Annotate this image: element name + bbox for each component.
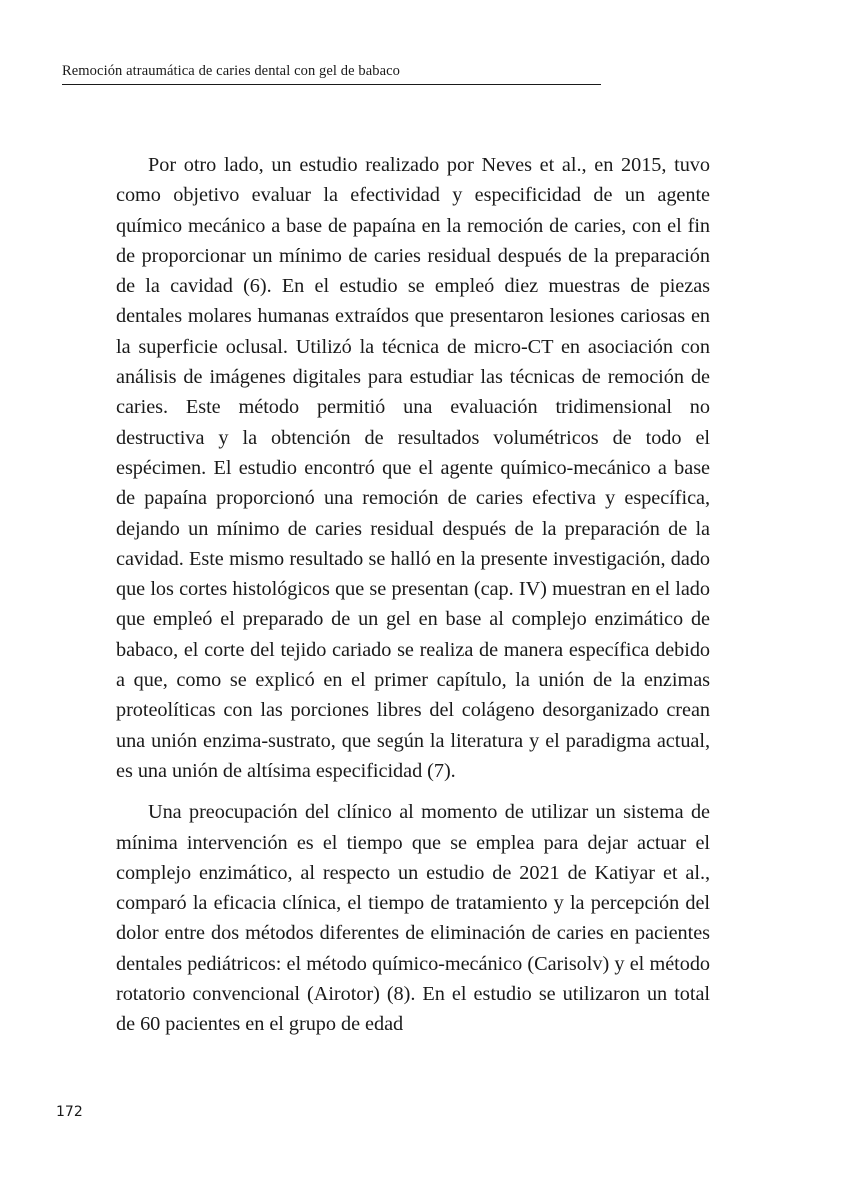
header-divider xyxy=(62,84,601,85)
paragraph-2: Una preocupación del clínico al momento de utilizar un sistema de mínima intervención es el tiempo que se emplea para dejar actuar el complejo enzimático, al respecto un estudio de 2021 de Katiyar et al., comparó la eficacia clínica, el tiempo de tratamiento y la percepción del dolor entre dos métodos diferentes de eliminación de caries en pacientes dentales pediátricos: el método químico-mecánico (Carisolv) y el método rotatorio convencional (Airotor) (8). En el estudio se utilizaron un total de 60 pacientes en el grupo de edad xyxy=(116,801,710,1036)
body-text xyxy=(116,150,710,1040)
paragraph-1: Por otro lado, un estudio realizado por Neves et al., en 2015, tuvo como objetivo evaluar la efectividad y especificidad de un agente químico mecánico a base de papaína en la remoción de caries, con el fin de proporcionar un mínimo de caries residual después de la preparación de la cavidad (6). En el estudio se empleó diez muestras de piezas dentales molares humanas extraídos que presentaron lesiones cariosas en la superficie oclusal. Utilizó la técnica de micro-CT en asociación con análisis de imágenes digitales para estudiar las técnicas de remoción de caries. Este método permitió una evaluación tridimensional no destructiva y la obtención de resultados volumétricos de todo el espécimen. El estudio encontró que el agente químico-mecánico a base de papaína proporcionó una remoción de caries efectiva y específica, dejando un mínimo de caries residual después de la preparación de la cavidad. Este mismo resultado se halló en la presente investigación, dado que los cortes histológicos que se presentan (cap. IV) muestran en el lado que empleó el preparado de un gel en base al complejo enzimático de babaco, el corte del tejido cariado se realiza de manera específica debido a que, como se explicó en el primer capítulo, la unión de la enzimas proteolíticas con las porciones libres del colágeno desorganizado crean una unión enzima-sustrato, que según la literatura y el paradigma actual, es una unión de altísima especificidad (7). xyxy=(116,154,710,782)
page-number: 172 xyxy=(56,1104,83,1120)
running-header: Remoción atraumática de caries dental con gel de babaco xyxy=(62,63,401,79)
